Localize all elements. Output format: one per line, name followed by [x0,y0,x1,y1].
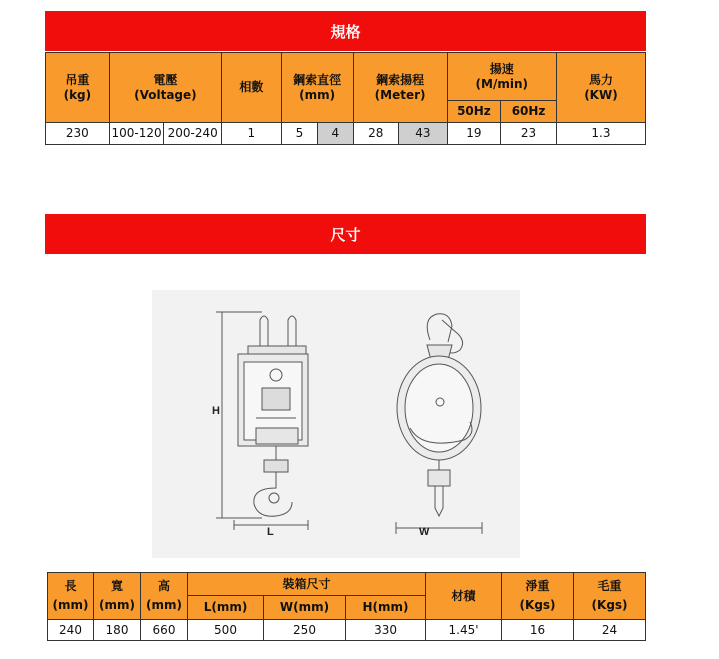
header-voltage: 電壓 (Voltage) [109,53,221,123]
cell-packing-l: 500 [188,620,264,641]
header-packing-l: L(mm) [188,596,264,620]
cell-voltage-b: 200-240 [164,123,222,145]
width-dimension-label: W [419,526,430,538]
length-dimension-label: L [267,526,274,538]
cell-packing-w: 250 [264,620,346,641]
hoist-drawing-svg [152,290,520,558]
cell-power: 1.3 [556,123,645,145]
header-power: 馬力 (KW) [556,53,645,123]
height-dimension-label: H [212,405,220,417]
cell-gross-weight: 24 [574,620,646,641]
cell-height: 660 [141,620,188,641]
cell-packing-h: 330 [346,620,426,641]
header-volume: 材積 [426,573,502,620]
spec-title: 規格 [330,22,361,41]
header-rope-diameter: 鋼索直徑 (mm) [281,53,353,123]
cell-lift-b: 43 [399,123,448,145]
cell-phase: 1 [222,123,282,145]
header-packing-size: 裝箱尺寸 [188,573,426,596]
size-table [47,572,646,641]
header-lift-speed: 揚速 (M/min) [447,53,556,101]
header-net-weight: 淨重 (Kgs) [502,573,574,620]
header-length: 長 (mm) [48,573,94,620]
cell-rope-b: 4 [318,123,353,145]
cell-voltage-a: 100-120 [109,123,164,145]
header-60hz: 60Hz [501,101,557,123]
cell-rope-a: 5 [281,123,317,145]
cell-width: 180 [94,620,141,641]
header-lift-height: 鋼索揚程 (Meter) [353,53,447,123]
header-phase: 相數 [222,53,282,123]
spec-banner [45,11,646,51]
size-title: 尺寸 [330,225,361,244]
header-packing-h: H(mm) [346,596,426,620]
cell-speed-60: 23 [501,123,557,145]
cell-volume: 1.45' [426,620,502,641]
header-packing-w: W(mm) [264,596,346,620]
header-height: 高 (mm) [141,573,188,620]
spec-table [45,52,646,145]
header-width: 寬 (mm) [94,573,141,620]
cell-speed-50: 19 [447,123,501,145]
cell-lift-a: 28 [353,123,399,145]
header-gross-weight: 毛重 (Kgs) [574,573,646,620]
size-banner [45,214,646,254]
header-50hz: 50Hz [447,101,501,123]
header-load: 吊重 (kg) [46,53,110,123]
cell-load: 230 [46,123,110,145]
hoist-dimension-drawing [152,290,520,558]
cell-net-weight: 16 [502,620,574,641]
cell-length: 240 [48,620,94,641]
